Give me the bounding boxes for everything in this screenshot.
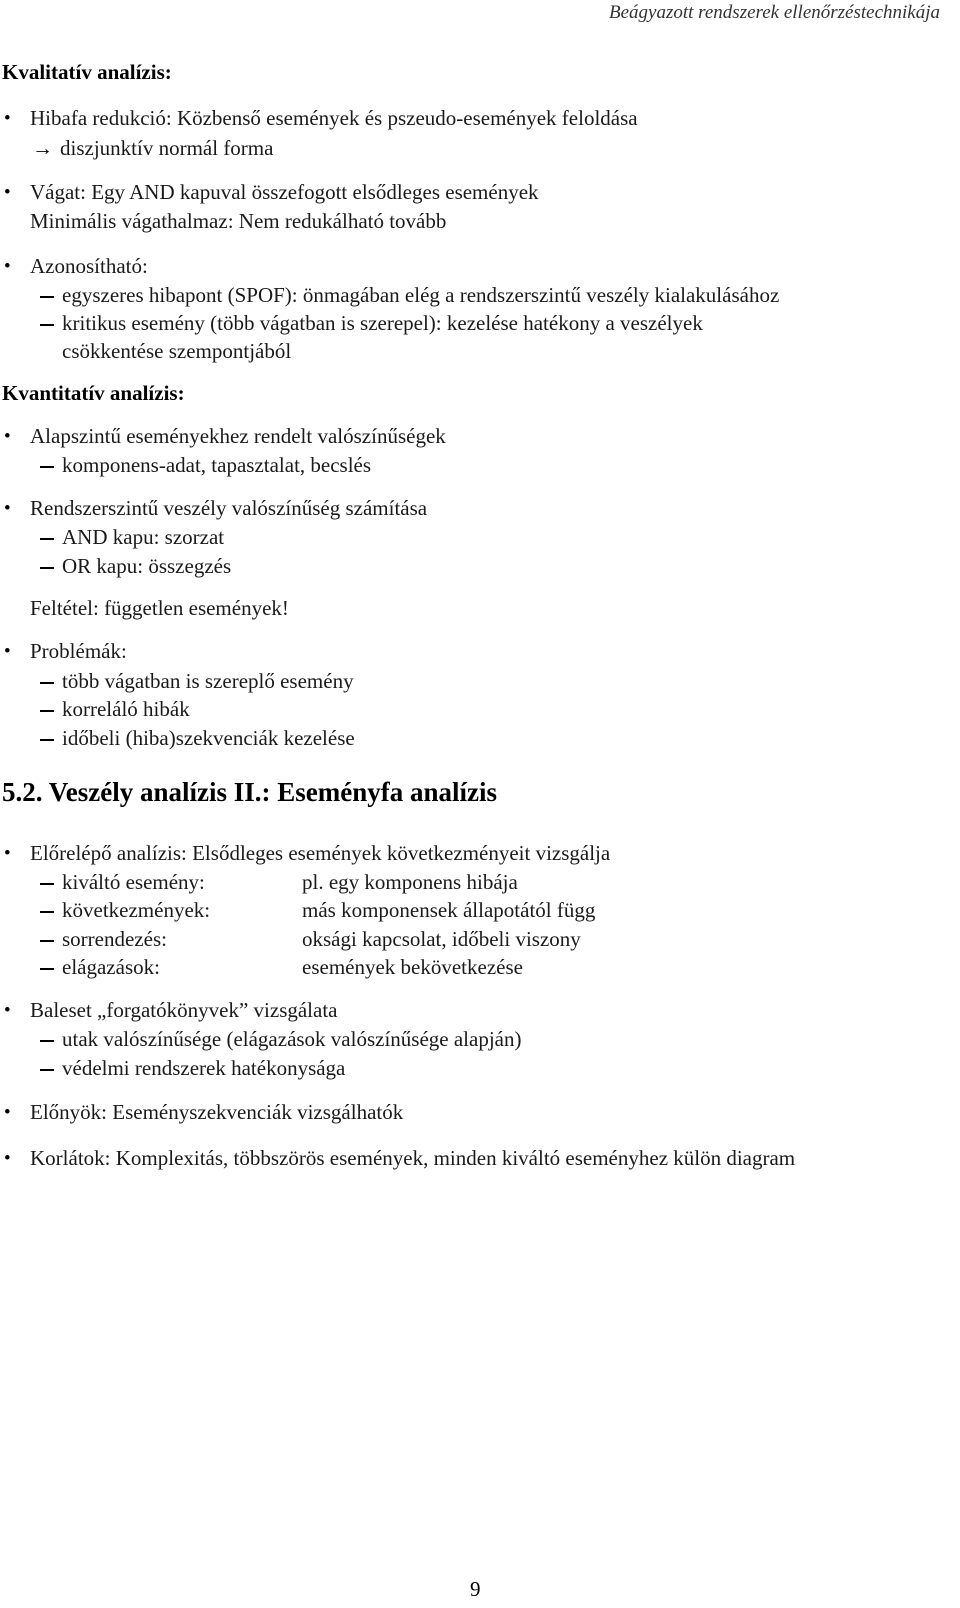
quant-sub-2: AND kapu: szorzat: [62, 525, 225, 549]
row-key-0: kiváltó esemény:: [62, 870, 205, 894]
page-number: 9: [470, 1577, 481, 1601]
dash-icon: [40, 883, 54, 885]
dash-icon: [40, 940, 54, 942]
quant-condition: Feltétel: független események!: [30, 596, 289, 620]
qual-bullet-1-cont: diszjunktív normál forma: [60, 136, 274, 160]
section-bullet-3: Előnyök: Eseményszekvenciák vizsgálhatók: [30, 1100, 404, 1124]
quant-bullet-2: Rendszerszintű veszély valószínűség számítása: [30, 496, 428, 520]
row-value-0: pl. egy komponens hibája: [302, 870, 518, 894]
row-value-1: más komponensek állapotától függ: [302, 898, 596, 922]
quant-sub-3: OR kapu: összegzés: [62, 554, 232, 578]
section-bullet-1: Előrelépő analízis: Elsődleges események következményeit vizsgálja: [30, 841, 611, 865]
bullet-icon: •: [4, 498, 11, 519]
bullet-icon: •: [4, 843, 11, 864]
row-key-2: sorrendezés:: [62, 927, 167, 951]
qual-bullet-3: Azonosítható:: [30, 254, 148, 278]
section-sub-1: utak valószínűsége (elágazások valószínűsége alapján): [62, 1027, 522, 1051]
bullet-icon: •: [4, 1000, 11, 1021]
qual-sub-2-cont: csökkentése szempontjából: [62, 339, 292, 363]
quant-sub-6: időbeli (hiba)szekvenciák kezelése: [62, 726, 355, 750]
dash-icon: [40, 567, 54, 569]
bullet-icon: •: [4, 256, 11, 277]
dash-icon: [40, 911, 54, 913]
bullet-icon: •: [4, 426, 11, 447]
bullet-icon: •: [4, 641, 11, 662]
right-arrow-icon: →: [32, 136, 53, 160]
dash-icon: [40, 1069, 54, 1071]
dash-icon: [40, 538, 54, 540]
bullet-icon: •: [4, 1148, 11, 1169]
bullet-icon: •: [4, 182, 11, 203]
row-value-2: oksági kapcsolat, időbeli viszony: [302, 927, 581, 951]
qualitative-heading: Kvalitatív analízis:: [2, 60, 172, 84]
running-header: Beágyazott rendszerek ellenőrzéstechnikája: [609, 2, 940, 23]
bullet-icon: •: [4, 108, 11, 129]
qual-bullet-2b: Minimális vágathalmaz: Nem redukálható tovább: [30, 209, 447, 233]
dash-icon: [40, 466, 54, 468]
section-bullet-2: Baleset „forgatókönyvek” vizsgálata: [30, 998, 338, 1022]
dash-icon: [40, 324, 54, 326]
dash-icon: [40, 739, 54, 741]
row-key-3: elágazások:: [62, 955, 160, 979]
bullet-icon: •: [4, 1102, 11, 1123]
quant-bullet-3: Problémák:: [30, 639, 127, 663]
dash-icon: [40, 710, 54, 712]
qual-sub-2: kritikus esemény (több vágatban is szerepel): kezelése hatékony a veszélyek: [62, 311, 703, 335]
row-value-3: események bekövetkezése: [302, 955, 523, 979]
dash-icon: [40, 1040, 54, 1042]
qual-bullet-1: Hibafa redukció: Közbenső események és pszeudo-események feloldása: [30, 106, 638, 130]
section-sub-2: védelmi rendszerek hatékonysága: [62, 1056, 346, 1080]
dash-icon: [40, 296, 54, 298]
qual-sub-1: egyszeres hibapont (SPOF): önmagában elég a rendszerszintű veszély kialakulásához: [62, 283, 780, 307]
quant-sub-4: több vágatban is szereplő esemény: [62, 669, 354, 693]
dash-icon: [40, 682, 54, 684]
row-key-1: következmények:: [62, 898, 211, 922]
quant-bullet-1: Alapszintű eseményekhez rendelt valószínűségek: [30, 424, 446, 448]
quant-sub-1: komponens-adat, tapasztalat, becslés: [62, 453, 372, 477]
qual-bullet-2a: Vágat: Egy AND kapuval összefogott elsődleges események: [30, 180, 539, 204]
section-bullet-4: Korlátok: Komplexitás, többszörös események, minden kiváltó eseményhez külön diagram: [30, 1146, 796, 1170]
quantitative-heading: Kvantitatív analízis:: [2, 381, 185, 405]
dash-icon: [40, 968, 54, 970]
quant-sub-5: korreláló hibák: [62, 697, 190, 721]
section-heading: 5.2. Veszély analízis II.: Eseményfa analízis: [2, 777, 498, 807]
